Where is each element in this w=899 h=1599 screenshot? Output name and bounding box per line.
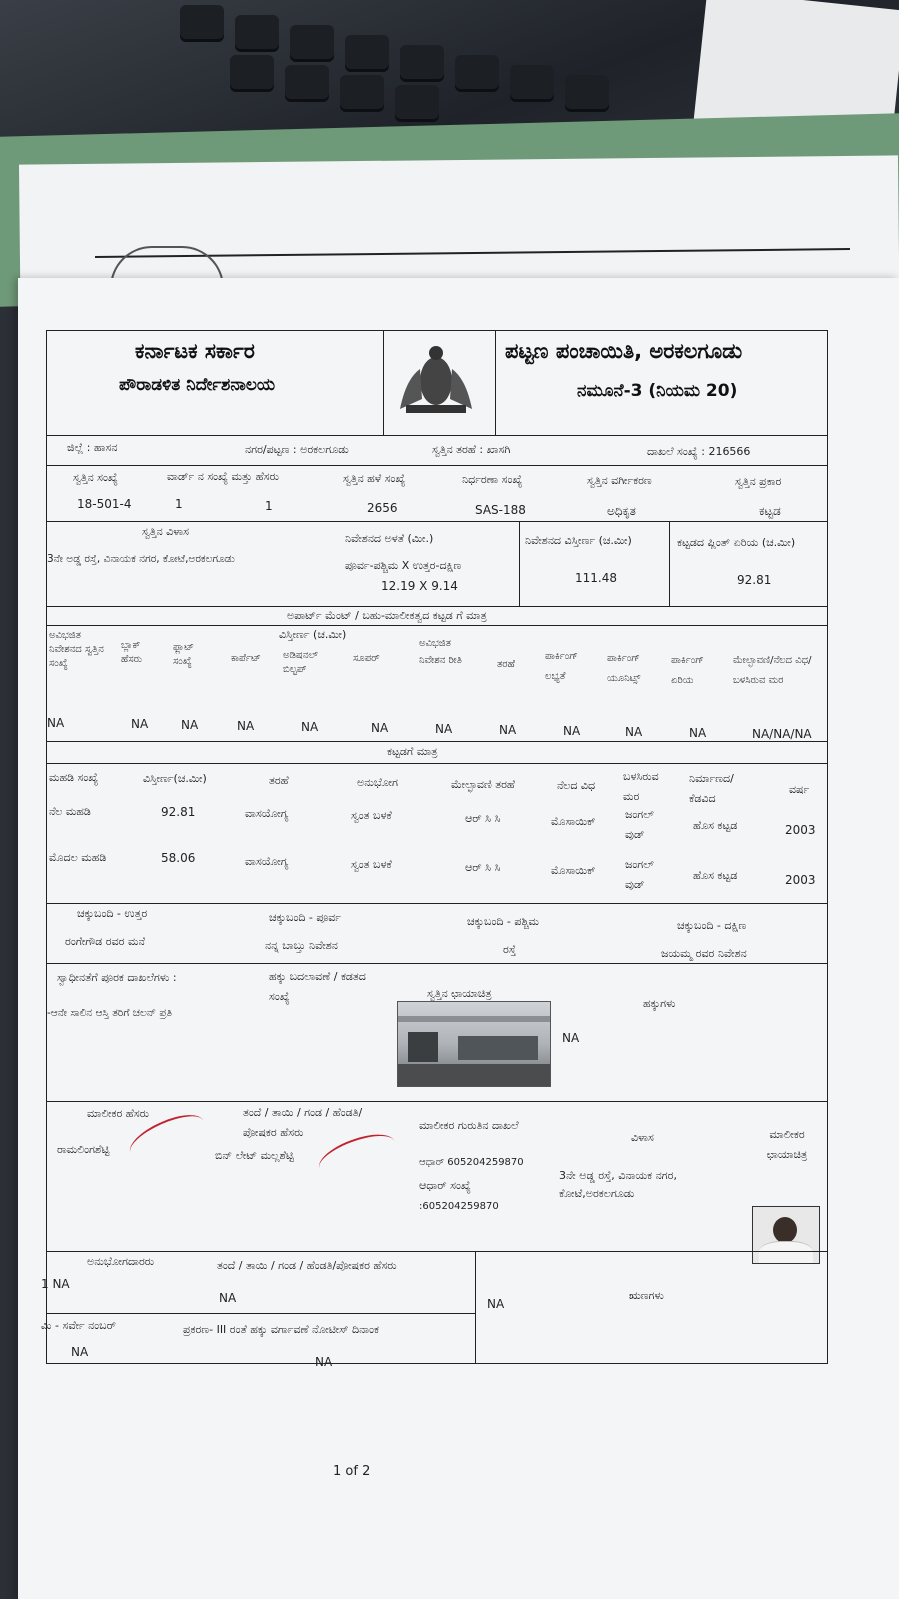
bldg-header-floor-type: ನೆಲದ ವಿಧ (557, 779, 596, 792)
transfer-notice-label: ಪ್ರಕರಣ- III ರಂತೆ ಹಕ್ಕು ವರ್ಗಾವಣೆ ನೋಟೀಸ್ ದಿನಾಂಕ (183, 1323, 379, 1336)
site-dimension-label: ನಿವೇಶನದ ಅಳತೆ (ಮೀ.) (345, 532, 434, 545)
building-title: ಕಟ್ಟಡಗೆ ಮಾತ್ರ (387, 745, 438, 758)
keyboard-key (455, 55, 499, 89)
town-label: ನಗರ/ಪಟ್ಟಣ : ಅರಕಲಗೂಡು (245, 443, 349, 456)
bldg-header-wood: ಬಳಸಿರುವ ಮರ (623, 770, 659, 803)
bldg-row1-floor-type: ಮೊಸಾಯಿಕ್ (551, 815, 596, 828)
bldg-header-area: ವಿಸ್ತೀರ್ಣ(ಚ.ಮೀ) (143, 772, 207, 785)
keyboard-key (340, 75, 384, 109)
boundary-south: ಜಯಮ್ಮ ರವರ ನಿವೇಶನ (661, 947, 747, 960)
header-old-no: ಸ್ವತ್ತಿನ ಹಳೆ ಸಂಖ್ಯೆ (343, 472, 406, 485)
supporting-docs-value: -ಆನೇ ಸಾಲಿನ ಆಸ್ತಿ ತರಿಗೆ ಚಲನ್ ಪ್ರತಿ (47, 1007, 173, 1019)
site-area-value: 111.48 (575, 571, 617, 585)
bldg-row1-wood: ಜಂಗಲ್ ವುಡ್ (625, 808, 654, 841)
apt-header-roof-floor-wood: ಮೇಲ್ಛಾವಣಿ/ನೆಲದ ವಿಧ/ಬಳಸಿರುವ ಮರ (733, 655, 812, 686)
boundary-west-label: ಚಕ್ಕುಬಂದಿ - ಪಶ್ಚಿಮ (467, 915, 540, 928)
apt-header-undivided-site: ಅವಿಭಜಿತ ನಿವೇಶನ ರೀತಿ (419, 638, 462, 666)
header-type: ಸ್ವತ್ತಿನ ಪ್ರಕಾರ (735, 475, 782, 488)
header-assessment-no: ನಿರ್ಧರಣಾ ಸಂಖ್ಯೆ (462, 473, 523, 486)
page-number: 1 of 2 (333, 1464, 371, 1479)
bldg-row2-kind: ವಾಸಯೋಗ್ಯ (245, 855, 289, 868)
plinth-area-label: ಕಟ್ಟಡದ ಪ್ಲಿಂತ್ ಏರಿಯ (ಚ.ಮೀ) (677, 536, 796, 549)
keyboard-key (290, 25, 334, 59)
district-label: ಜಿಲ್ಲೆ : ಹಾಸನ (67, 441, 118, 454)
property-no: 18-501-4 (77, 497, 132, 511)
apt-header-block: ಬ್ಲಾಕ್ ಹೆಸರು (121, 640, 143, 665)
apt-value: NA (371, 721, 389, 735)
bldg-row2-built: ಹೊಸ ಕಟ್ಟಡ (693, 869, 738, 882)
owner-photo-label: ಮಾಲೀಕರ ಛಾಯಾಚಿತ್ರ (766, 1128, 808, 1161)
record-number: ದಾಖಲೆ ಸಂಖ್ಯೆ : 216566 (647, 445, 751, 458)
bldg-header-built: ನಿರ್ಮಾಣದ/ ಕೆಡವಿದ (689, 772, 734, 805)
bldg-row2-area: 58.06 (161, 851, 196, 865)
apt-value: NA (301, 720, 319, 734)
keyboard-key (180, 5, 224, 39)
encumbrance-label: ಋಣಗಳು (629, 1289, 664, 1302)
boundary-north-label: ಚಕ್ಕುಬಂದಿ - ಉತ್ತರ (77, 907, 148, 920)
keyboard-key (285, 65, 329, 99)
header-property-no: ಸ್ವತ್ತಿನ ಸಂಖ್ಯೆ (73, 471, 118, 484)
apt-value: NA (499, 723, 517, 737)
site-area-label: ನಿವೇಶನದ ವಿಸ್ತೀರ್ಣ (ಚ.ಮೀ) (525, 534, 632, 547)
apt-value: NA (237, 719, 255, 733)
property-category: ಸ್ವತ್ತಿನ ತರಹೆ : ಖಾಸಗಿ (432, 443, 511, 456)
property-address: 3ನೇ ಅಡ್ಡ ರಸ್ತೆ, ವಿನಾಯಕ ನಗರ, ಕೋಟೆ,ಅರಕಲಗೂಡು (47, 553, 235, 565)
occupant-relation-label: ತಂದೆ / ತಾಯಿ / ಗಂಡ / ಹೆಂಡತಿ/ಪೋಷಕರ ಹೆಸರು (217, 1259, 397, 1272)
document-page (18, 278, 899, 1599)
header-directorate: ಪೌರಾಡಳಿತ ನಿರ್ದೇಶನಾಲಯ (119, 375, 276, 395)
bldg-row2-floor-type: ಮೊಸಾಯಿಕ್ (551, 864, 596, 877)
property-type: ಕಟ್ಟಡ (759, 504, 781, 518)
apt-value: NA (563, 724, 581, 738)
property-photo-label: ಸ್ವತ್ತಿನ ಛಾಯಾಚಿತ್ರ (427, 987, 492, 1000)
rights-label: ಹಕ್ಕುಗಳು (643, 997, 676, 1010)
bldg-row1-year: 2003 (785, 823, 816, 837)
boundary-north: ರಂಗೇಗೌಡ ರವರ ಮನೆ (65, 935, 146, 948)
apt-value: NA/NA/NA (752, 727, 812, 741)
header-form-title: ನಮೂನೆ-3 (ನಿಯಮ 20) (577, 381, 738, 401)
survey-number: NA (71, 1345, 89, 1359)
bldg-header-usage: ಅನುಭೋಗ (357, 776, 398, 789)
old-no: 2656 (367, 501, 398, 515)
header-govt: ಕರ್ನಾಟಕ ಸರ್ಕಾರ (135, 339, 255, 363)
bldg-header-year: ವರ್ಷ (789, 783, 810, 796)
owner-relation: ಬಿನ್ ಲೇಟ್ ಮಲ್ಲಶೆಟ್ಟಿ (215, 1149, 294, 1162)
bldg-row2-year: 2003 (785, 873, 816, 887)
supporting-docs-label: ಸ್ವಾಧೀನತೆಗೆ ಪೂರಕ ದಾಖಲೆಗಳು : (57, 971, 177, 984)
site-dimension-desc: ಪೂರ್ವ-ಪಶ್ಚಿಮ X ಉತ್ತರ-ದಕ್ಷಿಣ (345, 559, 462, 572)
apt-header-parking-area: ಪಾರ್ಕಿಂಗ್ ಏರಿಯ (671, 655, 704, 686)
plinth-area-value: 92.81 (737, 573, 772, 587)
apt-header-undivided-no: ಅವಿಭಜಿತ ನಿವೇಶನದ ಸ್ವತ್ತಿನ ಸಂಖ್ಯೆ (49, 630, 104, 669)
bldg-row2-wood: ಜಂಗಲ್ ವುಡ್ (625, 858, 654, 891)
apt-header-flat: ಫ್ಲಾಟ್ ಸಂಖ್ಯೆ (173, 642, 194, 667)
apartment-title: ಅಪಾರ್ಟ್ ಮೆಂಟ್ / ಬಹು-ಮಾಲೀಕತ್ವದ ಕಟ್ಟಡ ಗೆ ಮಾತ್ರ (287, 609, 487, 622)
owner-name-label: ಮಾಲೀಕರ ಹೆಸರು (87, 1107, 150, 1120)
keyboard-key (510, 65, 554, 99)
owner-id-label: ಮಾಲೀಕರ ಗುರುತಿನ ದಾಖಲೆ (419, 1119, 519, 1132)
owner-address-label: ವಿಳಾಸ (631, 1131, 654, 1144)
apt-header-carpet: ಕಾರ್ಪೆಟ್ (231, 653, 261, 664)
header-panchayat: ಪಟ್ಟಣ ಪಂಚಾಯಿತಿ, ಅರಕಲಗೂಡು (505, 339, 743, 363)
property-photo-value: NA (562, 1031, 580, 1045)
occupant-mid-value: NA (487, 1297, 505, 1311)
apt-value: NA (131, 717, 149, 731)
apt-header-super: ಸೂಪರ್ (353, 653, 380, 664)
owner-relation-label: ತಂದೆ / ತಾಯಿ / ಗಂಡ / ಹೆಂಡತಿ/ಪೋಷಕರ ಹೆಸರು (243, 1106, 363, 1139)
owner-photo (752, 1206, 820, 1264)
site-dimension-value: 12.19 X 9.14 (381, 579, 458, 593)
ward-name: 1 (265, 499, 273, 513)
survey-number-label: ಮಿ - ಸರ್ವೇ ನಂಬರ್ (41, 1319, 117, 1332)
apt-value: NA (181, 718, 199, 732)
keyboard-key (395, 85, 439, 119)
bldg-row1-area: 92.81 (161, 805, 196, 819)
apt-header-kind: ತರಹೆ (497, 659, 515, 670)
address-label: ಸ್ವತ್ತಿನ ವಿಳಾಸ (142, 525, 189, 538)
bldg-row1-kind: ವಾಸಯೋಗ್ಯ (245, 807, 289, 820)
boundary-west: ರಸ್ತೆ (503, 943, 517, 956)
bldg-row2-roof: ಆರ್ ಸಿ ಸಿ (465, 861, 501, 874)
header-ward: ವಾರ್ಡ್ ನ ಸಂಖ್ಯೆ ಮತ್ತು ಹೆಸರು (167, 470, 279, 483)
owner-name: ರಾಮಲಿಂಗಶೆಟ್ಟಿ (57, 1143, 110, 1156)
apt-value: NA (689, 726, 707, 740)
apt-value: NA (625, 725, 643, 739)
boundary-east: ನನ್ನ ಬಾಬ್ತು ನಿವೇಶನ (265, 939, 338, 952)
bldg-row2-usage: ಸ್ವಂತ ಬಳಕೆ (351, 858, 392, 871)
bldg-header-roof: ಮೇಲ್ಛಾವಣಿ ತರಹೆ (451, 778, 515, 791)
bldg-row1-floor: ನೆಲ ಮಹಡಿ (49, 805, 91, 818)
header-classification: ಸ್ವತ್ತಿನ ವರ್ಗೀಕರಣ (587, 474, 652, 487)
boundary-south-label: ಚಕ್ಕುಬಂದಿ - ದಕ್ಷಿಣ (677, 919, 747, 932)
bldg-row1-usage: ಸ್ವಂತ ಬಳಕೆ (351, 809, 392, 822)
apt-value: NA (435, 722, 453, 736)
boundary-east-label: ಚಕ್ಕುಬಂದಿ - ಪೂರ್ವ (269, 911, 342, 924)
bldg-row1-built: ಹೊಸ ಕಟ್ಟಡ (693, 819, 738, 832)
transfer-file-label: ಹಕ್ಕು ಬದಲಾವಣೆ / ಕಡತದ ಸಂಖ್ಯೆ (269, 970, 366, 1003)
apartment-area-group: ವಿಸ್ತೀರ್ಣ (ಚ.ಮೀ) (279, 628, 347, 641)
assessment-no: SAS-188 (475, 503, 526, 517)
bldg-row2-floor: ಮೊದಲ ಮಹಡಿ (49, 851, 107, 864)
property-photo (397, 1001, 551, 1087)
transfer-notice-date: NA (315, 1355, 333, 1369)
classification: ಅಧಿಕೃತ (607, 504, 636, 518)
bldg-header-kind: ತರಹೆ (269, 774, 289, 787)
owner-address: 3ನೇ ಅಡ್ಡ ರಸ್ತೆ, ವಿನಾಯಕ ನಗರ, ಕೋಟೆ,ಅರಕಲಗೂಡು (559, 1169, 677, 1200)
apt-header-parking-units: ಪಾರ್ಕಿಂಗ್ ಯೂನಿಟ್ಸ್ (607, 653, 641, 684)
occupant-value: 1 NA (41, 1277, 70, 1291)
owner-aadhaar-label: ಆಧಾರ್ ಸಂಖ್ಯೆ (419, 1179, 471, 1192)
occupant-label: ಅನುಭೋಗದಾರರು (87, 1255, 155, 1268)
keyboard-key (235, 15, 279, 49)
apt-header-additional: ಅಡಿಷನಲ್ ಬಿಲ್ಟಪ್ (283, 650, 318, 675)
keyboard-key (230, 55, 274, 89)
owner-aadhaar: ಆಧಾರ್ 605204259870 (419, 1157, 524, 1168)
keyboard-key (565, 75, 609, 109)
apt-header-parking-avail: ಪಾರ್ಕಿಂಗ್ ಲಭ್ಯತೆ (545, 651, 578, 682)
apt-value: NA (47, 716, 65, 730)
ward-no: 1 (175, 497, 183, 511)
keyboard-key (400, 45, 444, 79)
occupant-relation: NA (219, 1291, 237, 1305)
bldg-header-floor: ಮಹಡಿ ಸಂಖ್ಯೆ (49, 771, 99, 784)
owner-aadhaar-number: :605204259870 (419, 1201, 499, 1212)
bldg-row1-roof: ಆರ್ ಸಿ ಸಿ (465, 812, 501, 825)
form-table (41, 330, 828, 1369)
state-emblem-icon (392, 339, 480, 419)
keyboard-key (345, 35, 389, 69)
